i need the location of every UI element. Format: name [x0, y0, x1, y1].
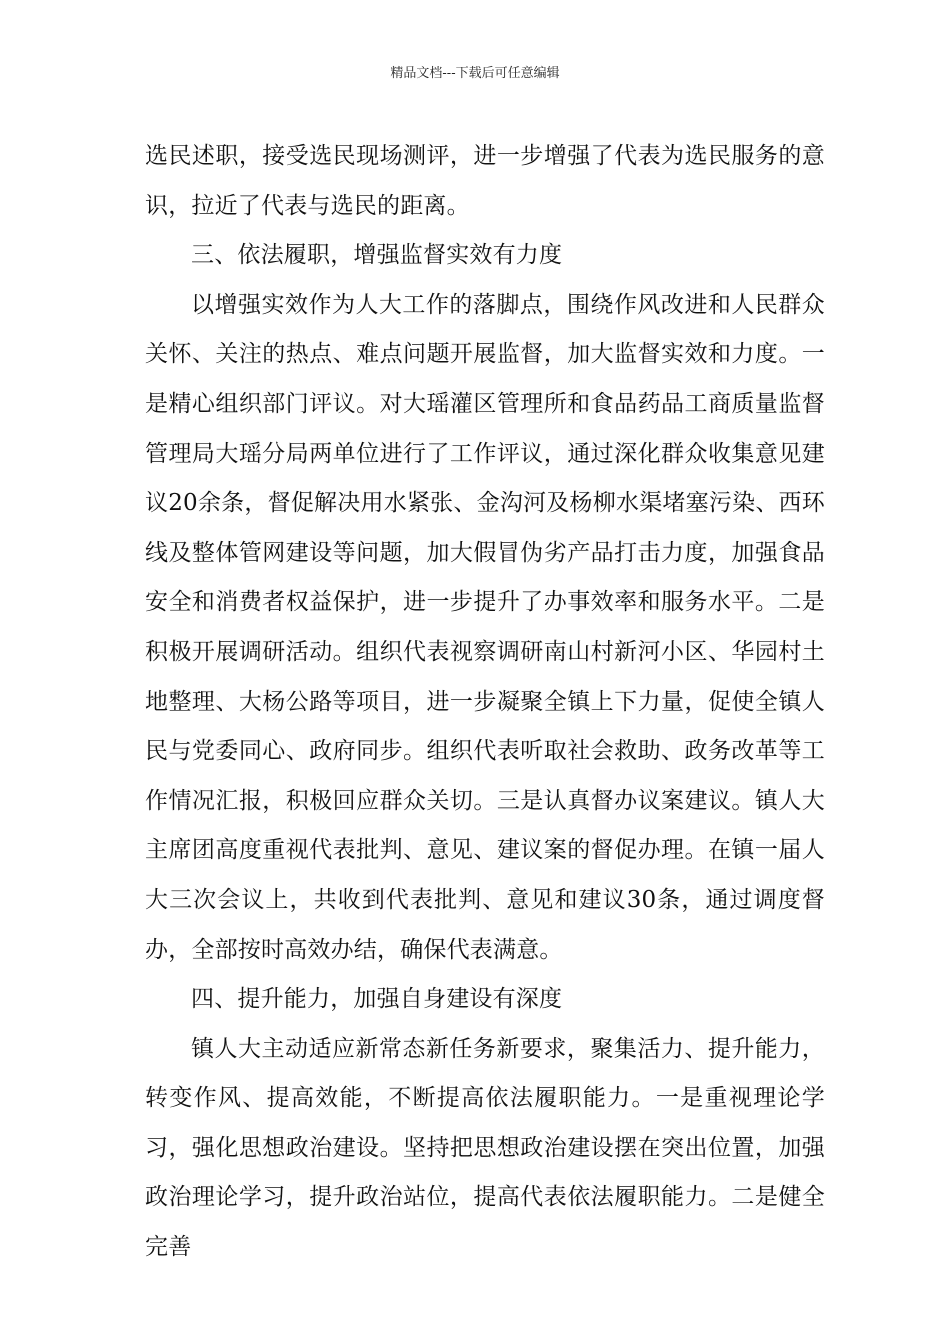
page-header: 精品文档---下载后可任意编辑: [390, 66, 560, 81]
section-heading-four: 四、提升能力，加强自身建设有深度: [191, 986, 563, 1013]
paragraph-continuation: 选民述职，接受选民现场测评，进一步增强了代表为选民服务的意识，拉近了代表与选民的距离。: [145, 143, 825, 219]
paragraph-supervision: 以增强实效作为人大工作的落脚点，围绕作风改进和人民群众关怀、关注的热点、难点问题开展监督，加大监督实效和力度。一是精心组织部门评议。对大瑶灌区管理所和食品药品工商质量监督管理局大瑶分局两单位进行了工作评议，通过深化群众收集意见建议20余条，督促解决用水紧张、金沟河及杨柳水渠堵塞污染、西环线及整体管网建设等问题，加大假冒伪劣产品打击力度，加强食品安全和消费者权益保护，进一步提升了办事效率和服务水平。二是积极开展调研活动。组织代表视察调研南山村新河小区、华园村土地整理、大杨公路等项目，进一步凝聚全镇上下力量，促使全镇人民与党委同心、政府同步。组织代表听取社会救助、政务改革等工作情况汇报，积极回应群众关切。三是认真督办议案建议。镇人大主席团高度重视代表批判、意见、建议案的督促办理。在镇一届人大三次会议上，共收到代表批判、意见和建议30条，通过调度督办，全部按时高效办结，确保代表满意。: [145, 291, 825, 963]
section-heading-three: 三、依法履职，增强监督实效有力度: [191, 242, 563, 269]
document-body: [145, 132, 825, 1273]
paragraph-capacity: 镇人大主动适应新常态新任务新要求，聚集活力、提升能力，转变作风、提高效能，不断提高依法履职能力。一是重视理论学习，强化思想政治建设。坚持把思想政治建设摆在突出位置，加强政治理论学习，提升政治站位，提高代表依法履职能力。二是健全完善: [145, 1035, 825, 1261]
